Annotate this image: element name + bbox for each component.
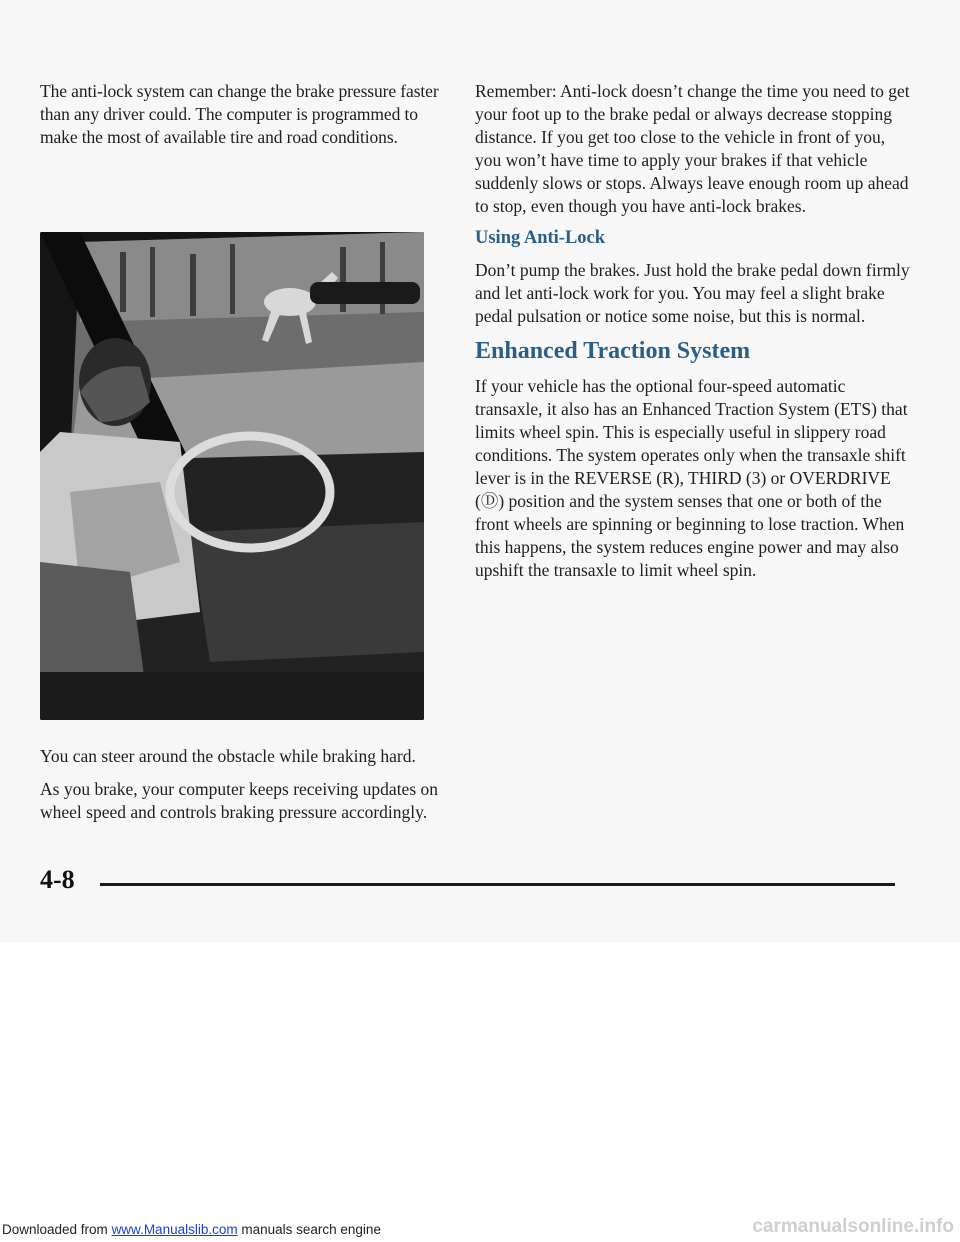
right-column xyxy=(475,80,915,592)
figure-caption: You can steer around the obstacle while braking hard. xyxy=(40,746,416,766)
deer-crossing-illustration xyxy=(40,232,424,720)
caption-block xyxy=(40,745,450,834)
page-number: 4-8 xyxy=(40,865,75,894)
download-suffix: manuals search engine xyxy=(237,1222,381,1237)
footer-rule xyxy=(100,883,895,886)
left-column xyxy=(40,80,440,159)
download-notice xyxy=(2,1222,381,1237)
intro-paragraph: The anti-lock system can change the brake pressure faster than any driver could. The computer is programmed to make the most of available tire and road conditions. xyxy=(40,81,439,147)
remember-paragraph: Remember: Anti-lock doesn’t change the time you need to get your foot up to the brake pedal or always decrease stopping distance. If you get too close to the vehicle in front of you, you won’t have time to apply your brakes if that vehicle suddenly slows or stops. Always leave enough room up ahead to stop, even though you have anti-lock brakes. xyxy=(475,81,910,216)
illustration-svg xyxy=(40,232,424,720)
using-anti-lock-heading: Using Anti-Lock xyxy=(475,228,606,248)
enhanced-traction-paragraph: If your vehicle has the optional four-speed automatic transaxle, it also has an Enhanced Traction System (ETS) that limits wheel spin. This is especially useful in slippery road conditions. The system operates only when the transaxle shift lever is in the REVERSE (R), THIRD (3) or OVERDRIVE (Ⓓ) position and the system senses that one or both of the front wheels are spinning or beginning to lose traction. When this happens, the system reduces engine power and may also upshift the transaxle to limit wheel spin. xyxy=(475,376,908,580)
enhanced-traction-heading: Enhanced Traction System xyxy=(475,338,751,364)
download-prefix: Downloaded from xyxy=(2,1222,112,1237)
manualslib-link[interactable]: www.Manualslib.com xyxy=(111,1222,238,1237)
using-anti-lock-paragraph: Don’t pump the brakes. Just hold the brake pedal down firmly and let anti-lock work for you. You may feel a slight brake pedal pulsation or notice some noise, but this is normal. xyxy=(475,260,910,326)
braking-updates-paragraph: As you brake, your computer keeps receiving updates on wheel speed and controls braking pressure accordingly. xyxy=(40,779,439,822)
watermark-text: carmanualsonline.info xyxy=(752,1216,954,1237)
